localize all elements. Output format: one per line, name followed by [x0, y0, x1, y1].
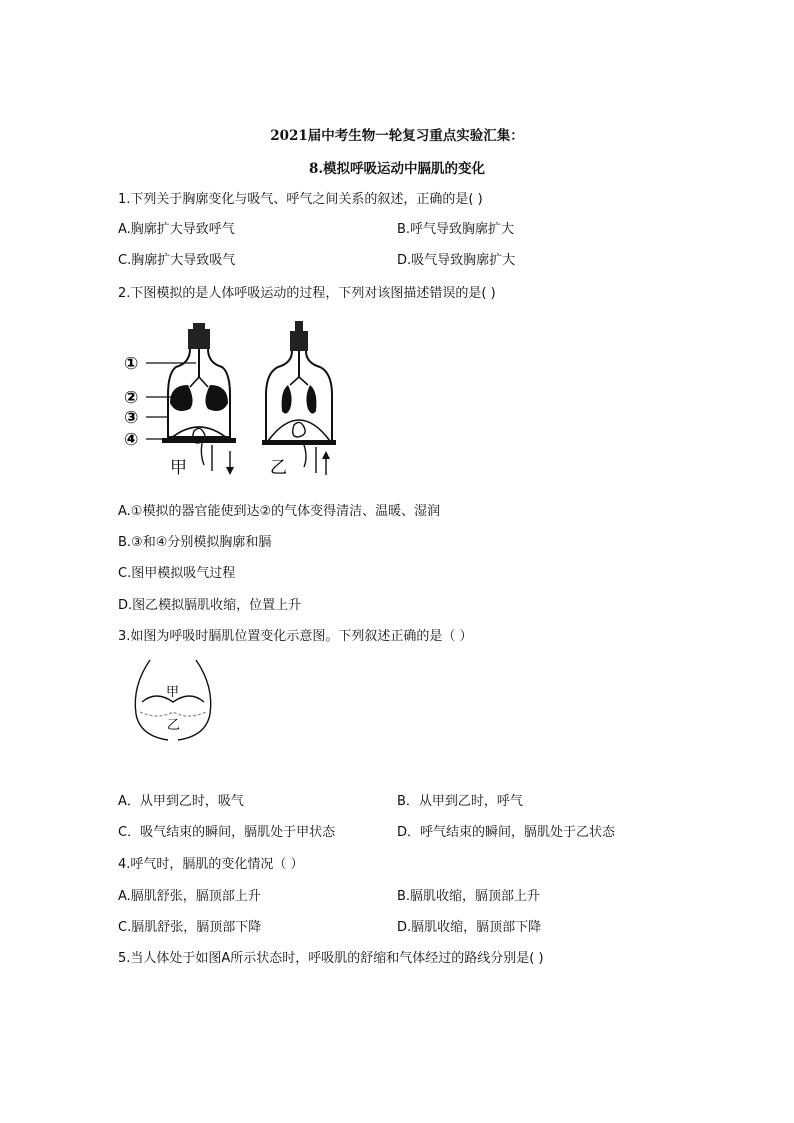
question-3-option-c: C．吸气结束的瞬间，膈肌处于甲状态 [118, 825, 336, 840]
question-3-option-d: D．呼气结束的瞬间，膈肌处于乙状态 [397, 825, 616, 840]
bell-jar-right [262, 321, 336, 475]
question-2-option-b: B.③和④分别模拟胸廓和膈 [118, 535, 272, 550]
question-2-option-d: D.图乙模拟膈肌收缩，位置上升 [118, 598, 302, 613]
bell-jar-breathing-model-figure [118, 315, 358, 485]
figure-label-right: 乙 [270, 458, 287, 478]
question-1-option-b: B.呼气导致胸廓扩大 [397, 222, 515, 237]
question-4-option-d: D.膈肌收缩，膈顶部下降 [397, 920, 542, 935]
question-1-option-d: D.吸气导致胸廓扩大 [397, 253, 516, 268]
question-2-stem: 2.下图模拟的是人体呼吸运动的过程，下列对该图描述错误的是( ) [118, 286, 496, 301]
figure-marker-1: ① [124, 354, 139, 374]
document-subtitle: 8.模拟呼吸运动中膈肌的变化 [308, 161, 486, 177]
figure-marker-3: ③ [124, 408, 139, 428]
diaphragm-position-figure [128, 656, 218, 746]
question-1-option-a: A.胸廓扩大导致呼气 [118, 222, 235, 237]
question-1-option-c: C.胸廓扩大导致吸气 [118, 253, 236, 268]
figure-label-left: 甲 [170, 458, 187, 478]
question-1-stem: 1.下列关于胸廓变化与吸气、呼气之间关系的叙述，正确的是( ) [118, 192, 483, 207]
figure-marker-4: ④ [124, 430, 139, 450]
question-4-option-a: A.膈肌舒张，膈顶部上升 [118, 889, 261, 904]
figure-marker-2: ② [124, 388, 139, 408]
bell-jar-left [162, 323, 236, 475]
question-4-stem: 4.呼气时，膈肌的变化情况（ ） [118, 857, 304, 872]
question-4-option-c: C.膈肌舒张，膈顶部下降 [118, 920, 262, 935]
diaphragm-label-top: 甲 [166, 685, 180, 700]
question-3-stem: 3.如图为呼吸时膈肌位置变化示意图。下列叙述正确的是（ ） [118, 629, 473, 644]
question-2-option-a: A.①模拟的器官能使到达②的气体变得清洁、温暖、湿润 [118, 504, 441, 519]
document-title: 2021届中考生物一轮复习重点实验汇集： [270, 128, 524, 144]
diaphragm-label-bottom: 乙 [167, 718, 181, 733]
question-3-option-a: A．从甲到乙时，吸气 [118, 794, 244, 809]
question-3-option-b: B．从甲到乙时，呼气 [397, 794, 523, 809]
question-4-option-b: B.膈肌收缩，膈顶部上升 [397, 889, 541, 904]
question-2-option-c: C.图甲模拟吸气过程 [118, 566, 236, 581]
question-5-stem: 5.当人体处于如图A所示状态时，呼吸肌的舒缩和气体经过的路线分别是( ) [118, 951, 544, 966]
